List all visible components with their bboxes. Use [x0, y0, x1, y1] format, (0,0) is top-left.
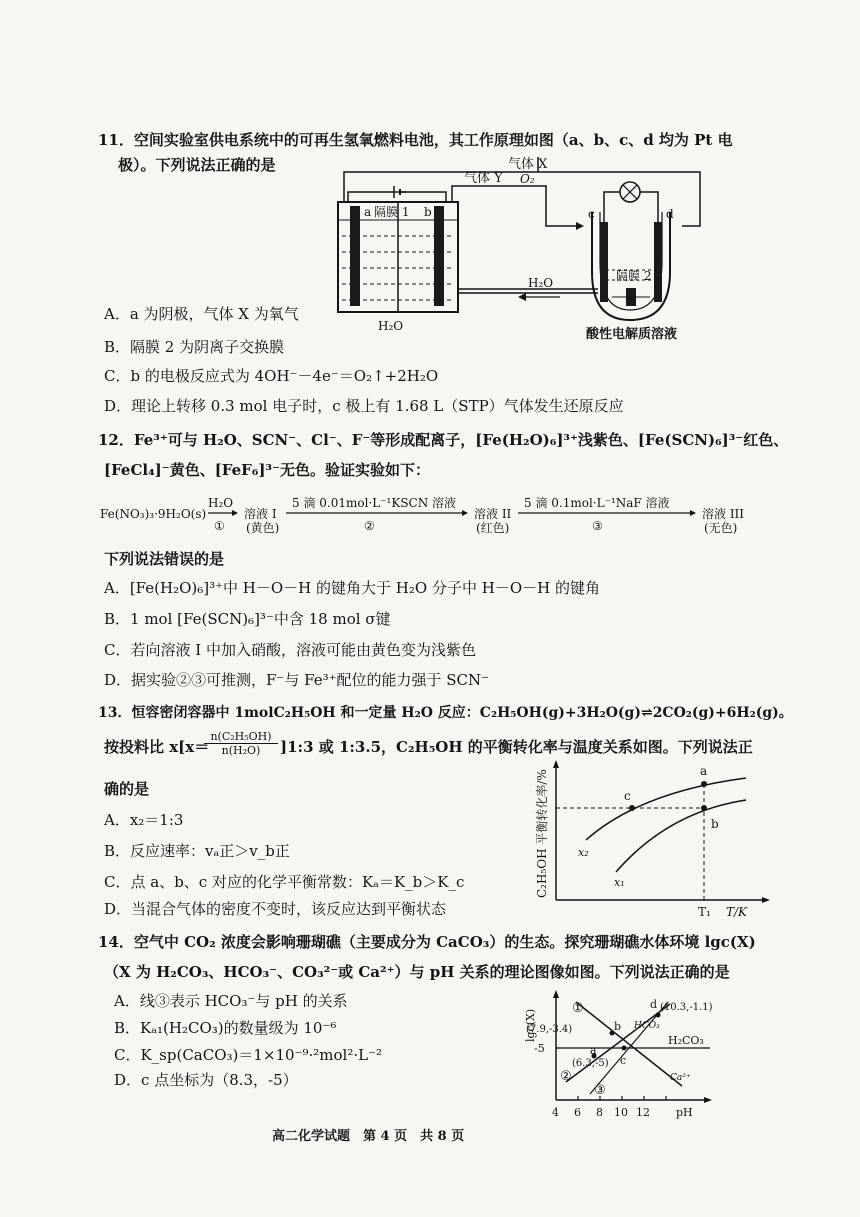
flow-solution-2: 溶液 II [474, 507, 512, 521]
q12-stem-line2: [FeCl₄]⁻黄色、[FeF₆]³⁻无色。验证实验如下： [104, 461, 430, 479]
flow-step3-reagent: 5 滴 0.1mol·L⁻¹NaF 溶液 [524, 496, 670, 510]
q13-feed-ratio-fraction [204, 730, 278, 757]
flow-solution-1: 溶液 I [244, 507, 277, 521]
coord-6.3: (6.3,-5) [572, 1058, 609, 1069]
flow-step3-num: ③ [592, 519, 603, 533]
fraction-numerator: n(C₂H₅OH) [204, 730, 278, 744]
label-a: a [364, 205, 372, 219]
flow-step1-reagent: H₂O [208, 496, 234, 510]
q13-option-d: D．当混合气体的密度不变时，该反应达到平衡状态 [104, 900, 447, 918]
q14-stem-line2: （X 为 H₂CO₃、HCO₃⁻、CO₃²⁻或 Ca²⁺）与 pH 关系的理论图像如图。下列说法正确的是 [104, 963, 730, 981]
xtick-6: 6 [574, 1106, 581, 1119]
coord-7.9: (7.9,-3.4) [526, 1024, 573, 1035]
y-axis-label: lgc(X) [524, 1008, 537, 1042]
fraction-denominator: n(H₂O) [221, 744, 261, 757]
point-c [629, 805, 635, 811]
q12-option-b: B．1 mol [Fe(SCN)₆]³⁻中含 18 mol σ键 [104, 610, 391, 628]
point-a [701, 781, 707, 787]
q11-stem-line2: 极）。下列说法正确的是 [118, 156, 276, 174]
q14-lgc-ph-chart [520, 990, 740, 1125]
flow-step2-num: ② [364, 519, 375, 533]
q11-option-b: B．隔膜 2 为阴离子交换膜 [104, 338, 285, 356]
label-point-b: b [711, 817, 719, 831]
q14-option-b: B．Kₐ₁(H₂CO₃)的数量级为 10⁻⁶ [114, 1019, 337, 1037]
label-line-3: ③ [594, 1083, 606, 1098]
point-d [656, 1013, 661, 1018]
label-point-d: d [650, 998, 658, 1011]
label-hw-hco3: HCO₃ [634, 1021, 660, 1031]
label-d: d [666, 207, 674, 221]
label-gas-x: 气体 X [508, 157, 548, 172]
flow-solution-1-color: (黄色) [246, 521, 280, 535]
label-t1: T₁ [698, 905, 711, 919]
q13-stem-line2-post: ]1:3 或 1:3.5，C₂H₅OH 的平衡转化率与温度关系如图。下列说法正 [280, 738, 753, 756]
coord-10.3: (10.3,-1.1) [660, 1002, 713, 1013]
y-axis-label: C₂H₅OH 平衡转化率/% [535, 769, 549, 898]
curve-x2 [586, 778, 746, 840]
label-b: b [424, 205, 432, 219]
q11-stem-line1: 11．空间实验室供电系统中的可再生氢氧燃料电池，其工作原理如图（a、b、c、d 均为 Pt 电 [98, 131, 733, 149]
label-handwritten-o2: O₂ [520, 172, 535, 186]
q12-stem-line1: 12．Fe³⁺可与 H₂O、SCN⁻、Cl⁻、F⁻等形成配离子，[Fe(H₂O)₆]³⁺浅紫色、[Fe(SCN)₆]³⁻红色、 [98, 431, 789, 449]
flow-start: Fe(NO₃)₃·9H₂O(s) [100, 507, 207, 521]
point-b [701, 805, 707, 811]
label-membrane-1: 隔膜 1 [374, 205, 410, 219]
q12-option-a: A．[Fe(H₂O)₆]³⁺中 H－O－H 的键角大于 H₂O 分子中 H－O－H 的键角 [104, 579, 600, 597]
label-water-arrow: H₂O [528, 276, 554, 290]
x-axis-label: pH [676, 1106, 693, 1119]
label-point-a: a [700, 764, 708, 778]
label-line-1: ① [572, 1001, 584, 1016]
xtick-4: 4 [552, 1106, 559, 1119]
flow-solution-3-color: (无色) [704, 521, 738, 535]
label-water-left: H₂O [378, 319, 404, 333]
q14-option-c: C．K_sp(CaCO₃)＝1×10⁻⁹·²mol²·L⁻² [114, 1046, 383, 1064]
q13-stem-line2-pre: 按投料比 x[x＝ [104, 738, 210, 756]
x-axis-label: T/K [726, 905, 748, 919]
label-gas-y: 气体 Y [464, 171, 503, 186]
q13-option-c: C．点 a、b、c 对应的化学平衡常数：Kₐ＝K_b＞K_c [104, 873, 465, 891]
q13-option-a: A．x₂＝1:3 [104, 811, 184, 829]
label-curve-x1: x₁ [614, 876, 625, 889]
flow-step1-num: ① [214, 519, 225, 533]
ytick-minus5: -5 [534, 1042, 545, 1055]
label-point-c: c [624, 789, 631, 803]
q14-option-a: A．线③表示 HCO₃⁻与 pH 的关系 [114, 992, 348, 1010]
flow-solution-2-color: (红色) [476, 521, 510, 535]
label-curve-x2: x₂ [578, 846, 589, 859]
q11-option-c: C．b 的电极反应式为 4OH⁻－4e⁻＝O₂↑+2H₂O [104, 367, 439, 385]
q11-option-d: D．理论上转移 0.3 mol 电子时，c 极上有 1.68 L（STP）气体发生还原反应 [104, 397, 624, 415]
xtick-12: 12 [636, 1106, 650, 1119]
label-point-c: c [620, 1054, 627, 1067]
label-point-a: a [590, 1044, 597, 1057]
xtick-8: 8 [596, 1106, 603, 1119]
label-c: c [588, 207, 595, 221]
q11-option-a: A．a 为阴极，气体 X 为氧气 [104, 305, 299, 323]
page-footer: 高二化学试题 第 4 页 共 8 页 [272, 1129, 465, 1144]
label-electrolyte: 酸性电解质溶液 [586, 327, 678, 342]
q12-option-d: D．据实验②③可推测，F⁻与 Fe³⁺配位的能力强于 SCN⁻ [104, 671, 490, 689]
q12-option-c: C．若向溶液 I 中加入硝酸，溶液可能由黄色变为浅紫色 [104, 641, 476, 659]
q14-stem-line1: 14．空气中 CO₂ 浓度会影响珊瑚礁（主要成分为 CaCO₃）的生态。探究珊瑚礁水体环境 lgc(X) [98, 933, 756, 951]
flow-step2-reagent: 5 滴 0.01mol·L⁻¹KSCN 溶液 [292, 496, 457, 510]
curve-x1 [616, 800, 746, 872]
q12-question: 下列说法错误的是 [104, 550, 225, 568]
q13-option-b: B．反应速率：vₐ正＞v_b正 [104, 842, 290, 860]
q13-conversion-chart [520, 760, 780, 920]
xtick-10: 10 [614, 1106, 628, 1119]
q13-stem-line3: 确的是 [104, 780, 150, 798]
label-hw-ca: Ca²⁺ [670, 1073, 691, 1083]
label-h2co3: H₂CO₃ [668, 1034, 704, 1047]
flow-solution-3: 溶液 III [702, 507, 745, 521]
label-point-b: b [614, 1020, 622, 1033]
label-membrane-2: 隔膜 2 [616, 269, 652, 283]
q14-option-d: D．c 点坐标为（8.3，-5） [114, 1071, 298, 1089]
label-line-2: ② [560, 1069, 572, 1084]
q13-stem-line1: 13．恒容密闭容器中 1molC₂H₅OH 和一定量 H₂O 反应：C₂H₅OH(g)+3H₂O(g)⇌2CO₂(g)+6H₂(g)。 [98, 705, 793, 721]
point-c [622, 1046, 627, 1051]
